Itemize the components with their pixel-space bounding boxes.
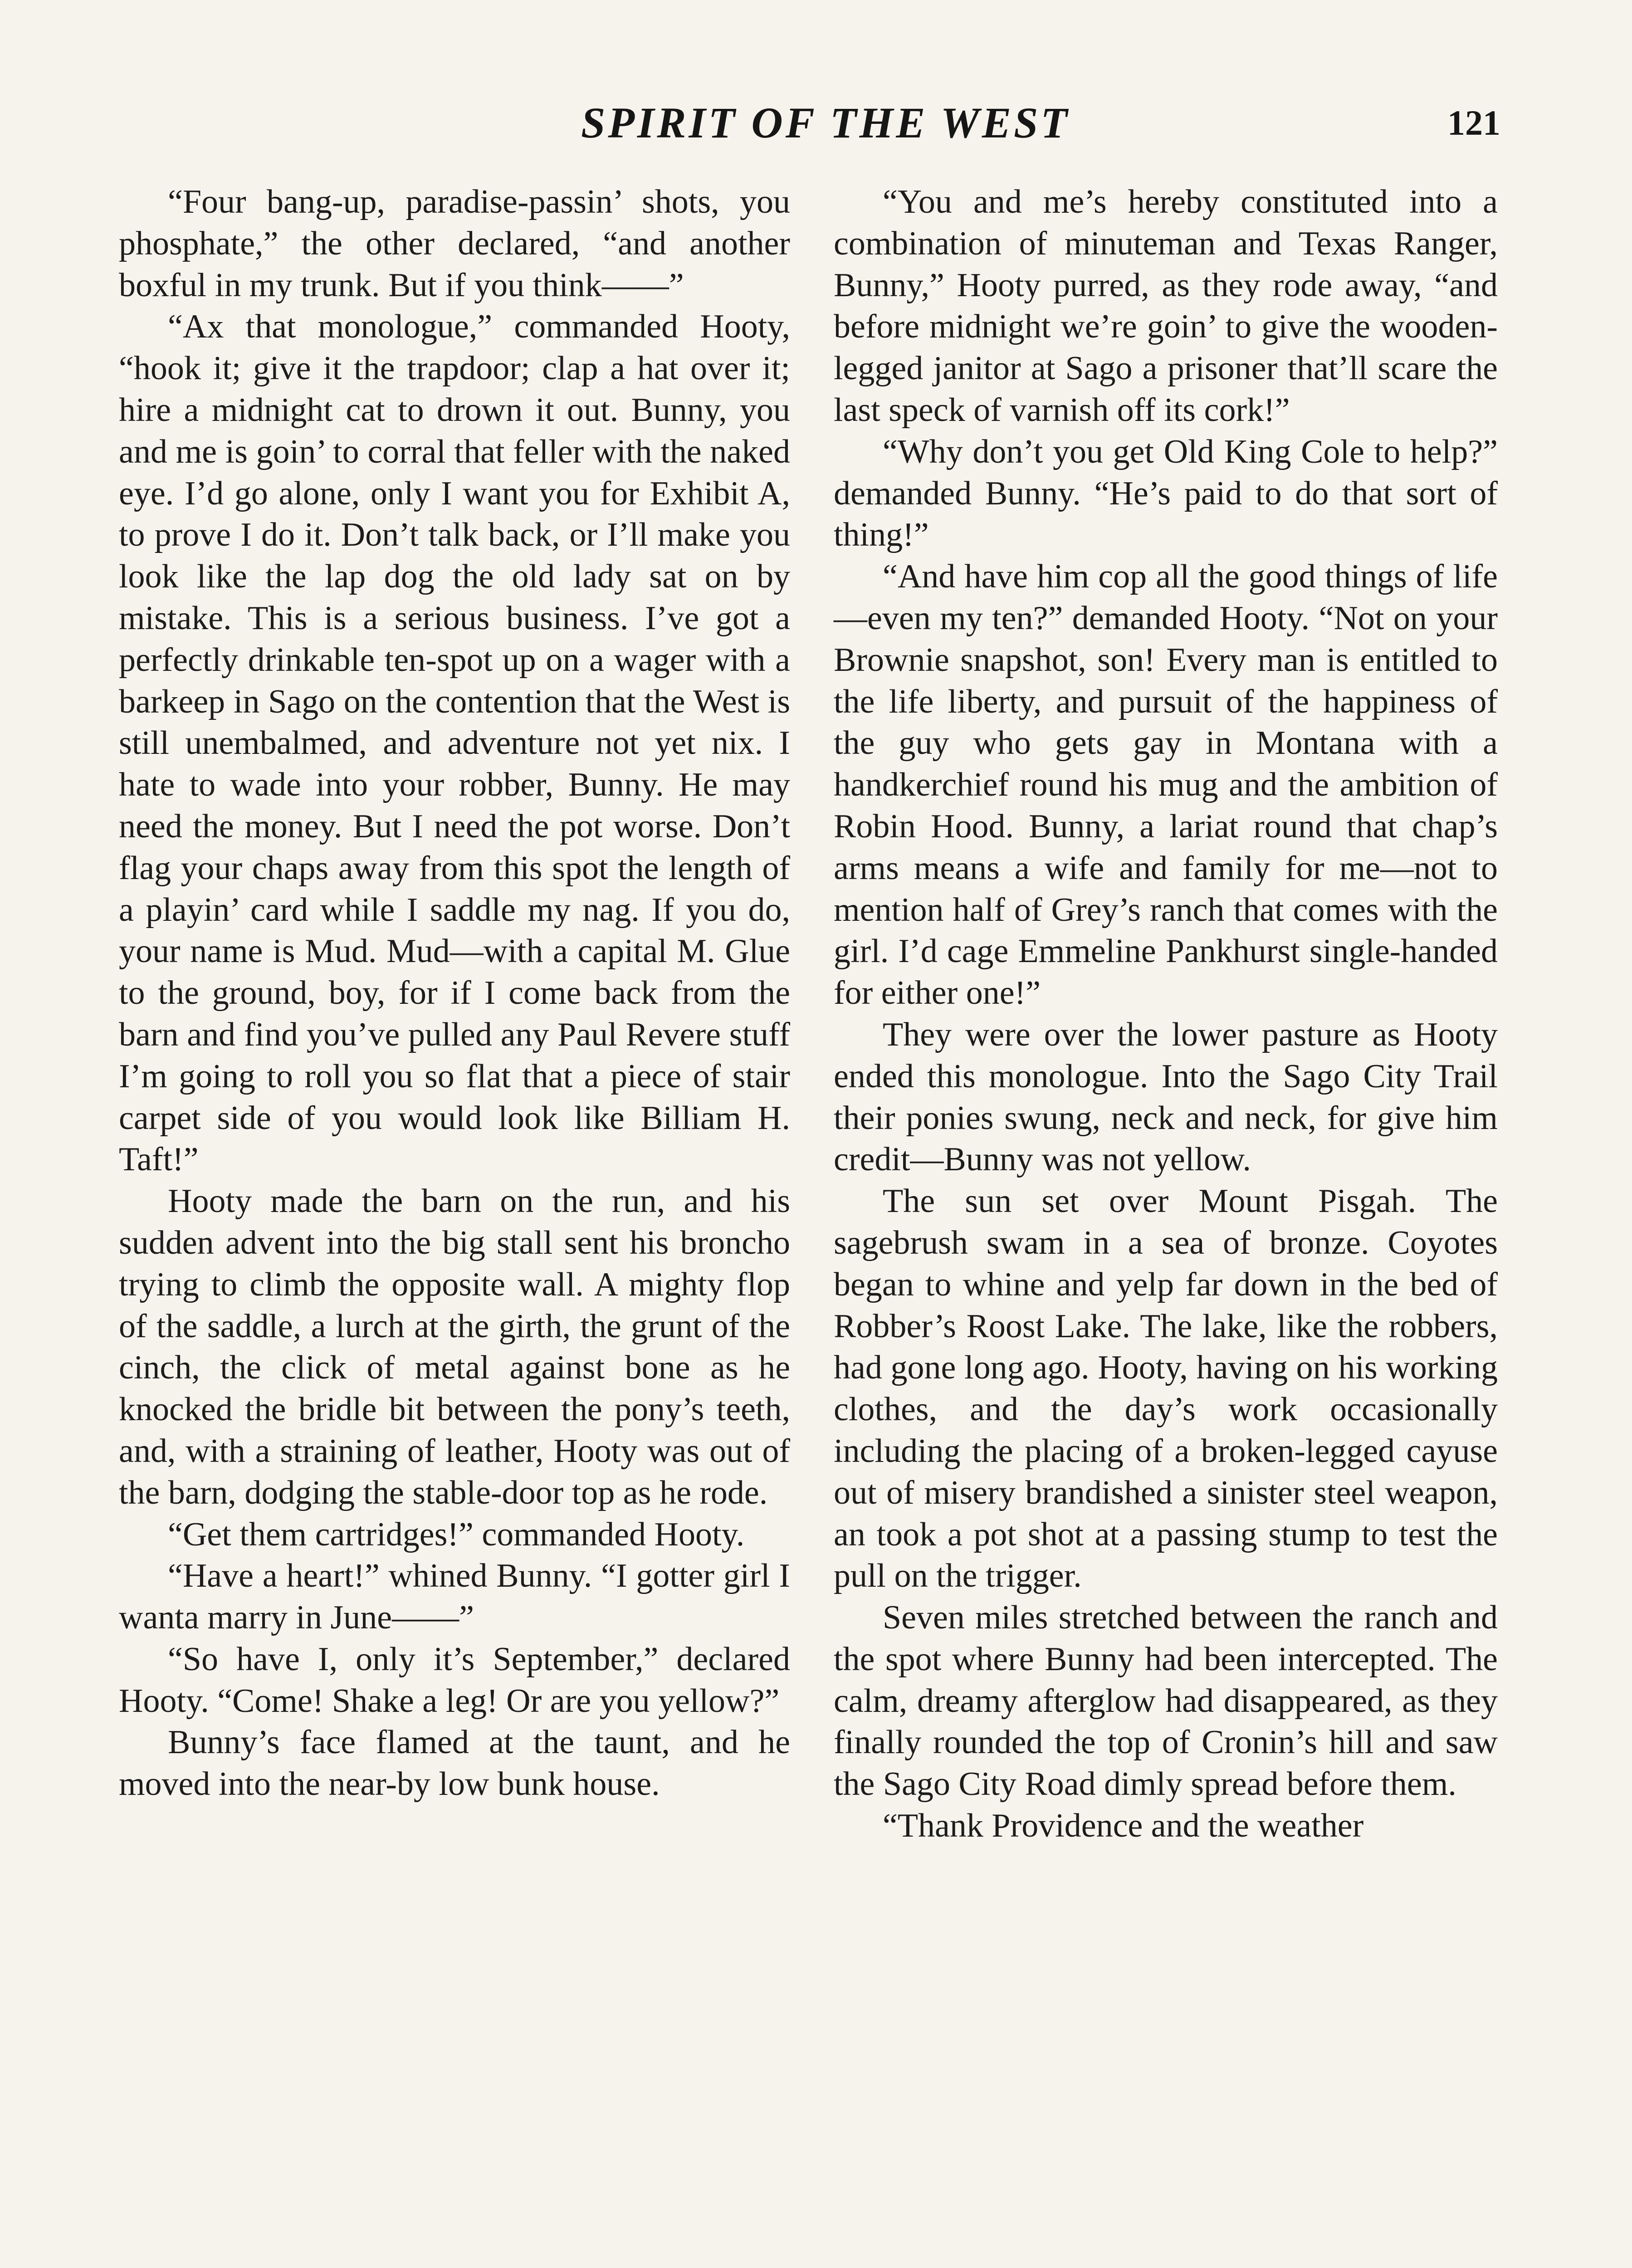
paragraph: The sun set over Mount Pisgah. The sagebrush swam in a sea of bronze. Coyotes began to whine and yelp far down in the bed of Robber’s Roost Lake. The lake, like the robbers, had gone long ago. Hooty, having on his working clothes, and the day’s work occasionally including the placing of a broken-legged cayuse out of misery brandished a sinister steel weapon, an took a pot shot at a passing stump to test the pull on the trigger. [834,1183,1498,1595]
paragraph: They were over the lower pasture as Hooty ended this monologue. Into the Sago City Trail their ponies swung, neck and neck, for give him credit—Bunny was not yellow. [834,1016,1498,1178]
page-number: 121 [1447,103,1500,142]
running-head: SPIRIT OF THE WEST [581,98,1070,147]
paragraph: “Get them cartridges!” commanded Hooty. [168,1515,745,1553]
right-column [834,181,1498,1847]
paragraph: Hooty made the barn on the run, and his sudden advent into the big stall sent his broncho trying to climb the opposite wall. A mighty flop of the saddle, a lurch at the girth, the grunt of the cinch, the click of metal against bone as he knocked the bridle bit between the pony’s teeth, and, with a straining of leather, Hooty was out of the barn, dodging the stable-door top as he rode. [119,1183,790,1511]
left-column [119,181,790,1805]
paragraph: “So have I, only it’s September,” declared Hooty. “Come! Shake a leg! Or are you yellow?” [119,1640,790,1720]
paragraph: “Four bang-up, paradise-passin’ shots, you phosphate,” the other declared, “and another boxful in my trunk. But if you think——” [119,183,790,304]
paragraph: Bunny’s face flamed at the taunt, and he moved into the near-by low bunk house. [119,1724,790,1803]
paragraph: “You and me’s hereby constituted into a combination of minuteman and Texas Ranger, Bunny,” Hooty purred, as they rode away, “and before midnight we’re goin’ to give the wooden-legged janitor at Sago a prisoner that’ll scare the last speck of varnish off its cork!” [834,183,1498,429]
paragraph: “Ax that monologue,” commanded Hooty, “hook it; give it the trapdoor; clap a hat over it; hire a midnight cat to drown it out. Bunny, you and me is goin’ to corral that feller with the naked eye. I’d go alone, only I want you for Exhibit A, to prove I do it. Don’t talk back, or I’ll make you look like the lap dog the old lady sat on by mistake. This is a serious business. I’ve got a perfectly drinkable ten-spot up on a wager with a barkeep in Sago on the contention that the West is still unembalmed, and adventure not yet nix. I hate to wade into your robber, Bunny. He may need the money. But I need the pot worse. Don’t flag your chaps away from this spot the length of a playin’ card while I saddle my nag. If you do, your name is Mud. Mud—with a capital M. Glue to the ground, boy, for if I come back from the barn and find you’ve pulled any Paul Revere stuff I’m going to roll you so flat that a piece of stair carpet side of you would look like Billiam H. Taft!” [119,308,790,1178]
paragraph: Seven miles stretched between the ranch and the spot where Bunny had been intercepted. The calm, dreamy afterglow had disappeared, as they finally rounded the top of Cronin’s hill and saw the Sago City Road dimly spread before them. [834,1599,1498,1803]
paragraph: “Why don’t you get Old King Cole to help?” demanded Bunny. “He’s paid to do that sort of thing!” [834,433,1498,554]
paragraph: “Have a heart!” whined Bunny. “I gotter girl I wanta marry in June——” [119,1557,790,1637]
paragraph: “Thank Providence and the weather [883,1807,1364,1845]
paragraph: “And have him cop all the good things of life—even my ten?” demanded Hooty. “Not on your Brownie snapshot, son! Every man is entitled to the life liberty, and pursuit of the happiness of the guy who gets gay in Montana with a handkerchief round his mug and the ambition of Robin Hood. Bunny, a lariat round that chap’s arms means a wife and family for me—not to mention half of Grey’s ranch that comes with the girl. I’d cage Emmeline Pankhurst single-handed for either one!” [834,558,1498,1012]
